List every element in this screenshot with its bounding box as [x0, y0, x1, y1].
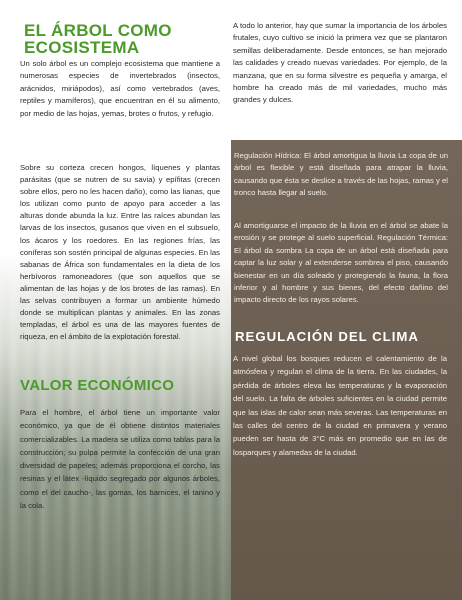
thermal-regulation-paragraph: Al amortiguarse el impacto de la lluvia en el árbol se abate la erosión y se protege al suelo superficial. Regulación Térmica: El árbol da sombra La copa de un árbol está diseñada para captar la luz solar y al extenderse sombrea el piso, causando bienestar en un día soleado y protegiendo la fauna, la flora inferior y al hombre y sus bienes, del efecto dañino del impacto directo de los rayos solares.: [234, 221, 448, 305]
ecosystem-paragraph-1: Un solo árbol es un complejo ecosistema que mantiene a numerosas especies de invertebrados (insectos, arácnidos, miriápodos), así como vertebrados (aves, reptiles y mamíferos), que encuentran en él su alimento, por medio de las hojas, yemas, brotes o frutos, y refugio.: [20, 59, 220, 118]
climate-regulation-title: REGULACIÓN DEL CLIMA: [235, 329, 419, 344]
climate-regulation-paragraph: A nivel global los bosques reducen el calentamiento de la atmósfera y regulan el clima de la tierra. En las ciudades, la pérdida de árboles eleva las temperaturas y la evaporación del suelo. La falta de árboles suficientes en la ciudad permite que las islas de calor sean más severas. Las temperaturas en las calles del centro de la ciudad en primavera y verano pueden ser hasta de 3°C más en promedio que en las de losparques y alamedas de la ciudad.: [233, 354, 447, 457]
ecosystem-paragraph-2: Sobre su corteza crecen hongos, líquenes y plantas parásitas (que se nutren de su savia) y epífitas (crecen sobre ellos, pero no les hacen daño), como las lianas, que los utilizan como punto de apoyo para acceder a las alturas donde abunda la luz. Entre las raíces abundan las larvas de los insectos, gusanos que viven en el subsuelo, los ácaros y los roedores. En las regiones frías, las coníferas son sostén principal de algunas especies. En las sabanas de África son fundamentales en la dieta de los herbívoros ramoneadores (que son aquellos que se alimentan de las hojas y de los brotes de las ramas). En las selvas contribuyen a formar un ambiente húmedo donde se multiplican plantas y animales. En las zonas templadas, el árbol es una de las mayores fuentes de riqueza, en el ámbito de la explotación forestal.: [20, 163, 220, 342]
fruit-trees-paragraph: A todo lo anterior, hay que sumar la importancia de los árboles frutales, cuyo cultivo se inició la primera vez que se plantaron semillas deliberadamente. Desde entonces, se han mejorado las calidades y creado nuevas variedades. Por ejemplo, de la manzana, que en su forma silvestre es pequeña y amarga, el hombre ha creado más de mil variedades, mucho más grandes y dulces.: [233, 21, 447, 105]
ecosystem-title: EL ÁRBOL COMO ECOSISTEMA: [24, 21, 172, 57]
economic-value-paragraph: Para el hombre, el árbol tiene un importante valor económico, ya que de él obtiene distintos materiales comercializables. La madera se utiliza como tablas para la construcción; su pulpa permite la confección de una gran diversidad de papeles; además proporciona el corcho, las resinas y el látex -líquido segregado por algunos árboles, como el del caucho-, las gomas, los barnices, el tanino y la cola.: [20, 408, 220, 511]
economic-value-title: VALOR ECONÓMICO: [20, 377, 175, 394]
water-regulation-paragraph: Regulación Hídrica: El árbol amortigua la lluvia La copa de un árbol es flexible y está diseñada para atrapar la lluvia, causando que ésta se deslice a través de las hojas, ramas y el tronco hasta llegar al suelo.: [234, 151, 448, 198]
